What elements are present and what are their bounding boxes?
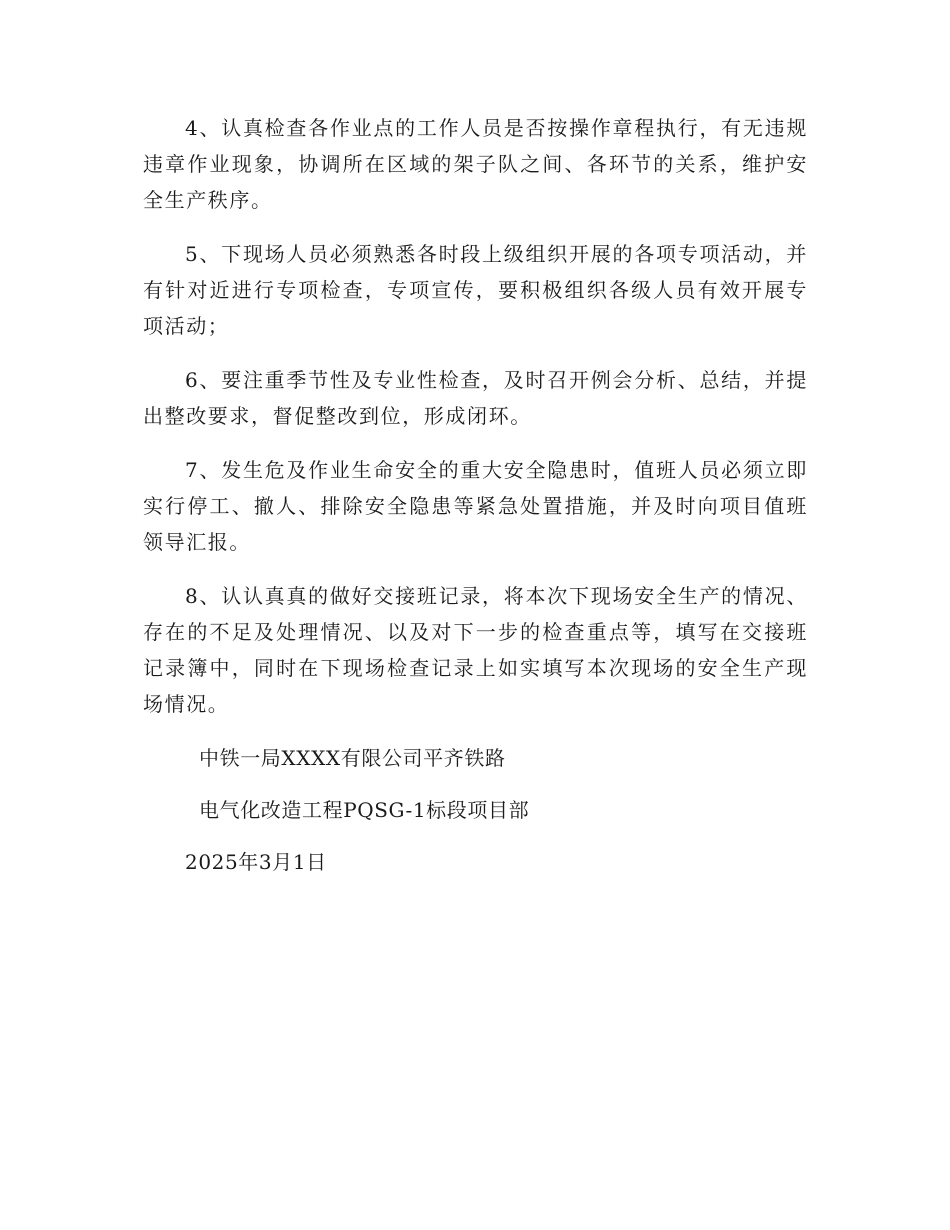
signature-block <box>143 740 808 880</box>
paragraph-item-8: 8、认认真真的做好交接班记录，将本次下现场安全生产的情况、存在的不足及处理情况、以及对下一步的检查重点等，填写在交接班记录簿中，同时在下现场检查记录上如实填写本次现场的安全生产现场情况。 <box>143 584 808 716</box>
paragraph-item-6: 6、要注重季节性及专业性检查，及时召开例会分析、总结，并提出整改要求，督促整改到位，形成闭环。 <box>143 368 808 428</box>
signature-company: 中铁一局XXXX有限公司平齐铁路 <box>199 746 506 770</box>
paragraph-item-7: 7、发生危及作业生命安全的重大安全隐患时，值班人员必须立即实行停工、撤人、排除安全隐患等紧急处置措施，并及时向项目值班领导汇报。 <box>143 458 808 554</box>
signature-department: 电气化改造工程PQSG-1标段项目部 <box>199 798 530 822</box>
paragraph-item-5: 5、下现场人员必须熟悉各时段上级组织开展的各项专项活动，并有针对近进行专项检查，专项宣传，要积极组织各级人员有效开展专项活动； <box>143 242 808 338</box>
document-body <box>143 110 808 880</box>
signature-date: 2025年3月1日 <box>185 850 327 874</box>
paragraph-item-4: 4、认真检查各作业点的工作人员是否按操作章程执行，有无违规违章作业现象，协调所在区域的架子队之间、各环节的关系，维护安全生产秩序。 <box>143 116 808 212</box>
